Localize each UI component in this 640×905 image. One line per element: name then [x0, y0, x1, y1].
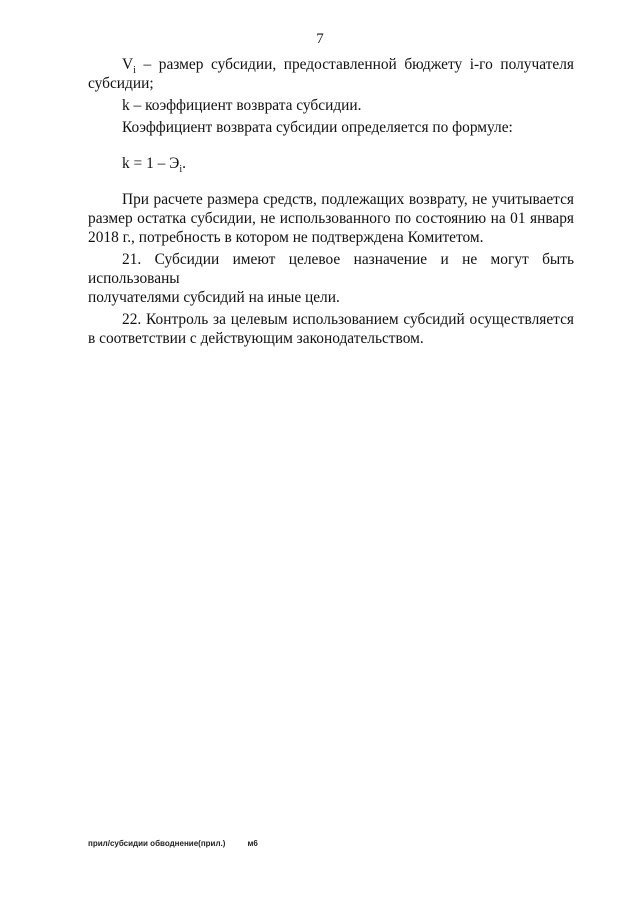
p22-line1: 22. Контроль за целевым использованием субсидий осуществляется — [122, 311, 574, 328]
paragraph-22 — [88, 310, 574, 348]
footer-filename: прил/субсидии обводнение(прил.) — [88, 839, 226, 848]
paragraph-coefficient-formula-intro: Коэффициент возврата субсидии определяется по формуле: — [122, 119, 513, 136]
calc-line1: При расчете размера средств, подлежащих возврату, не учитывается — [122, 191, 574, 208]
formula-end: . — [182, 155, 186, 172]
footer-code: м6 — [247, 839, 258, 848]
calc-line2: размер остатка субсидии, не использованного по состоянию на 01 января — [88, 210, 574, 227]
p22-line2: в соответствии с действующим законодательством. — [88, 330, 424, 347]
formula-text: k = 1 – Э — [122, 155, 180, 172]
p21-line1: 21. Субсидии имеют целевое назначение и не могут быть использованы — [88, 251, 574, 287]
calc-line3: 2018 г., потребность в котором не подтверждена Комитетом. — [88, 229, 484, 246]
formula — [88, 154, 574, 176]
vi-subscript: i — [133, 65, 136, 77]
paragraph-21 — [88, 250, 574, 307]
page-number: 7 — [316, 31, 324, 47]
paragraph-vi-definition — [88, 55, 574, 93]
paragraph-calculation — [88, 190, 574, 247]
document-body — [88, 55, 574, 351]
formula-subscript: i — [179, 164, 183, 176]
footer-file-reference — [88, 839, 258, 849]
paragraph-k-definition: k – коэффициент возврата субсидии. — [122, 97, 362, 114]
vi-definition-line1: – размер субсидии, предоставленной бюджету i-го получателя — [135, 56, 574, 73]
vi-symbol: V — [122, 56, 134, 73]
p21-line2: получателями субсидий на иные цели. — [88, 289, 340, 306]
vi-definition-line2: субсидии; — [88, 75, 154, 92]
